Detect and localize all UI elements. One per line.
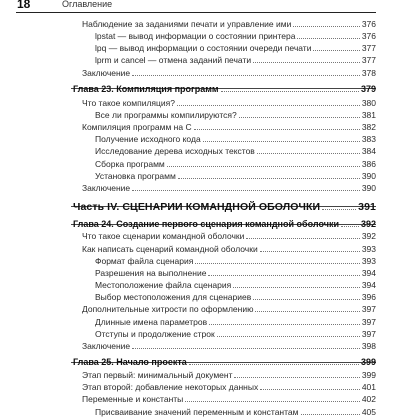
dot-leader bbox=[221, 83, 359, 92]
toc-entry-title: Заключение bbox=[82, 68, 131, 78]
toc-entry-title: Как написать сценарий командной оболочки bbox=[82, 244, 258, 254]
dot-leader bbox=[239, 109, 360, 118]
toc-page-number: 401 bbox=[361, 382, 376, 392]
dot-leader bbox=[260, 381, 360, 390]
toc-entry-title: Длинные имена параметров bbox=[95, 317, 208, 327]
toc-entry-title: Переменные и константы bbox=[82, 394, 184, 404]
dot-leader bbox=[255, 303, 359, 312]
dot-leader bbox=[167, 158, 360, 167]
toc-page-number: 399 bbox=[361, 370, 376, 380]
toc-entry-title: Глава 24. Создание первого сценария командной оболочки bbox=[73, 219, 339, 229]
dot-leader bbox=[132, 340, 360, 349]
toc-page-number: 378 bbox=[361, 68, 376, 78]
toc-page-number: 392 bbox=[361, 231, 376, 241]
toc-page-number: 377 bbox=[361, 43, 376, 53]
dot-leader bbox=[233, 279, 360, 288]
toc-page-number: 397 bbox=[361, 329, 376, 339]
toc-page-number: 386 bbox=[361, 159, 376, 169]
dot-leader bbox=[253, 291, 360, 300]
dot-leader bbox=[301, 406, 360, 415]
dot-leader bbox=[313, 42, 359, 51]
toc-entry-title: Наблюдение за заданиями печати и управление ими bbox=[82, 19, 292, 29]
toc-entry-title: Сборка программ bbox=[95, 159, 165, 169]
toc-page-number: 398 bbox=[361, 341, 376, 351]
toc-page-number: 394 bbox=[361, 268, 376, 278]
toc-entry bbox=[82, 393, 376, 406]
toc-chapter bbox=[73, 356, 376, 369]
toc-entry-title: Что такое сценарии командной оболочки bbox=[82, 231, 245, 241]
dot-leader bbox=[189, 356, 359, 365]
toc-page-number: 380 bbox=[361, 98, 376, 108]
toc-entry-title: Компиляция программ на C bbox=[82, 122, 192, 132]
toc-entry bbox=[82, 230, 376, 243]
toc-page-number: 377 bbox=[361, 55, 376, 65]
toc-entry-title: Установка программ bbox=[95, 171, 176, 181]
toc-page-number: 382 bbox=[361, 122, 376, 132]
dot-leader bbox=[322, 201, 356, 210]
toc-entry-title: Что такое компиляция? bbox=[82, 98, 175, 108]
toc-entry-title: Местоположение файла сценария bbox=[95, 280, 232, 290]
toc-part bbox=[73, 201, 376, 214]
dot-leader bbox=[217, 328, 360, 337]
toc-page-number: 383 bbox=[361, 134, 376, 144]
toc-page-number: 390 bbox=[361, 171, 376, 181]
toc-page-number: 394 bbox=[361, 280, 376, 290]
dot-leader bbox=[132, 182, 360, 191]
toc-entry bbox=[95, 406, 376, 419]
toc-page-number: 396 bbox=[361, 292, 376, 302]
toc-page-number: 381 bbox=[361, 110, 376, 120]
dot-leader bbox=[208, 267, 359, 276]
toc-entry-title: lpq — вывод информации о состоянии очереди печати bbox=[95, 43, 312, 53]
dot-leader bbox=[257, 145, 360, 154]
toc-page-number: 376 bbox=[361, 19, 376, 29]
toc-entry-title: Глава 25. Начало проекта bbox=[73, 357, 187, 367]
dot-leader bbox=[185, 393, 360, 402]
toc-entry bbox=[82, 182, 376, 195]
toc-entry-title: lprm и cancel — отмена заданий печати bbox=[95, 55, 252, 65]
toc-page-number: 391 bbox=[358, 201, 376, 213]
toc-entry-title: Присваивание значений переменным и константам bbox=[95, 407, 299, 417]
dot-leader bbox=[260, 243, 360, 252]
toc-entry-title: Глава 23. Компиляция программ bbox=[73, 84, 219, 94]
toc-page-number: 392 bbox=[360, 219, 376, 229]
toc-page-number: 397 bbox=[361, 304, 376, 314]
toc-page-number: 397 bbox=[361, 317, 376, 327]
toc-entry-title: Дополнительные хитрости по оформлению bbox=[82, 304, 254, 314]
toc-page-number: 399 bbox=[360, 357, 376, 367]
toc-entry-title: Этап первый: минимальный документ bbox=[82, 370, 233, 380]
dot-leader bbox=[246, 230, 359, 239]
toc-page-number: 393 bbox=[361, 244, 376, 254]
toc-page-number: 390 bbox=[361, 183, 376, 193]
toc-entry-title: Заключение bbox=[82, 183, 131, 193]
toc-entry-title: lpstat — вывод информации о состоянии принтера bbox=[95, 31, 296, 41]
toc-entry bbox=[82, 303, 376, 316]
dot-leader bbox=[293, 18, 359, 27]
dot-leader bbox=[178, 170, 360, 179]
toc-entry-title: Этап второй: добавление некоторых данных bbox=[82, 382, 259, 392]
running-head: Оглавление bbox=[62, 0, 113, 9]
dot-leader bbox=[297, 30, 359, 39]
toc-page-number: 393 bbox=[361, 256, 376, 266]
page-number: 18 bbox=[17, 0, 31, 11]
dot-leader bbox=[195, 255, 359, 264]
toc-entry-title: Получение исходного кода bbox=[95, 134, 201, 144]
toc-page-number: 384 bbox=[361, 146, 376, 156]
dot-leader bbox=[253, 54, 360, 63]
toc-entry-title: Формат файла сценария bbox=[95, 256, 194, 266]
toc-page-number: 405 bbox=[361, 407, 376, 417]
toc-entry-title: Исследование дерева исходных текстов bbox=[95, 146, 255, 156]
dot-leader bbox=[177, 97, 360, 106]
dot-leader bbox=[203, 133, 360, 142]
toc-entry-title: Отступы и продолжение строк bbox=[95, 329, 215, 339]
dot-leader bbox=[194, 121, 360, 130]
toc-page-number: 376 bbox=[361, 31, 376, 41]
toc-entry-title: Заключение bbox=[82, 341, 131, 351]
toc-entry bbox=[95, 145, 376, 158]
toc-entry bbox=[82, 340, 376, 353]
toc-entry-title: Часть IV. СЦЕНАРИИ КОМАНДНОЙ ОБОЛОЧКИ bbox=[73, 201, 321, 213]
toc-entry bbox=[82, 67, 376, 80]
toc-chapter bbox=[73, 83, 376, 96]
toc-page-number: 402 bbox=[361, 394, 376, 404]
toc-entry-title: Все ли программы компилируются? bbox=[95, 110, 237, 120]
dot-leader bbox=[209, 316, 360, 325]
toc-entry-title: Разрешения на выполнение bbox=[95, 268, 207, 278]
dot-leader bbox=[132, 67, 360, 76]
toc-entry bbox=[95, 54, 376, 67]
toc-entry-title: Выбор местоположения для сценариев bbox=[95, 292, 252, 302]
toc-page-number: 379 bbox=[360, 84, 376, 94]
dot-leader bbox=[234, 369, 359, 378]
dot-leader bbox=[341, 218, 359, 227]
